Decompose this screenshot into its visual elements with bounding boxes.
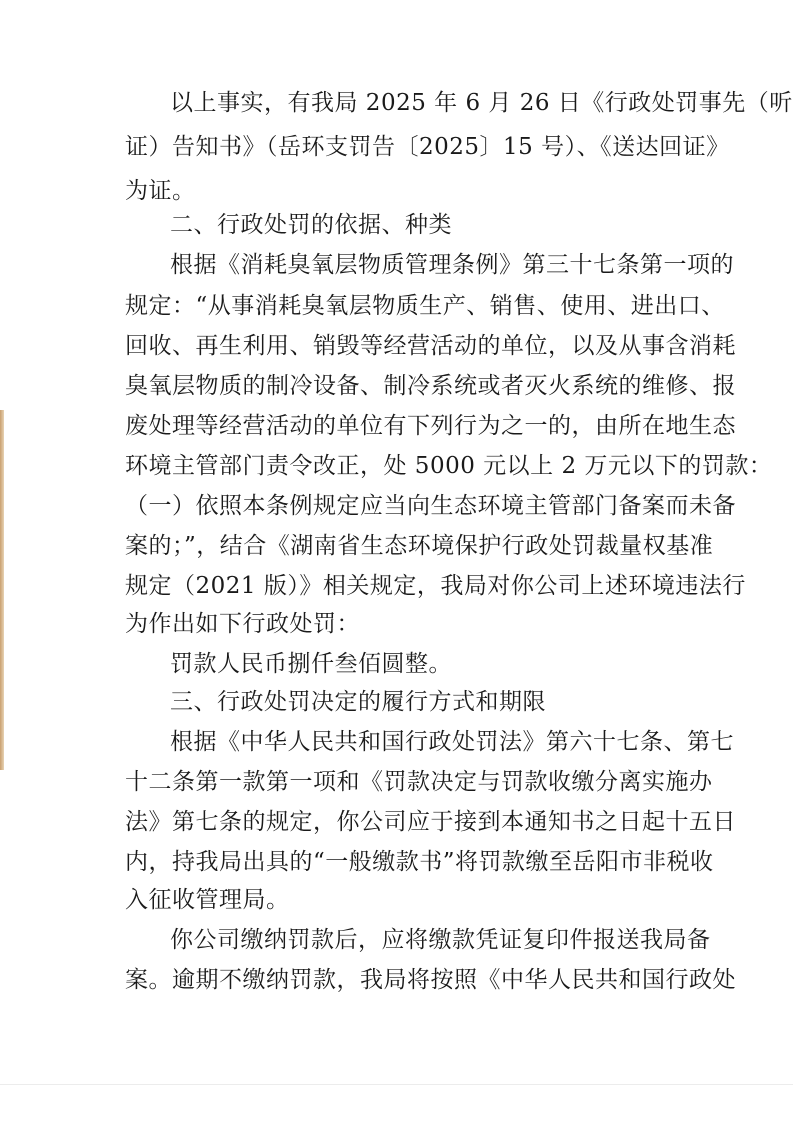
text-line: 内，持我局出具的“一般缴款书”将罚款缴至岳阳市非税收 bbox=[125, 849, 714, 875]
text-line: （一）依照本条例规定应当向生态环境主管部门备案而未备 bbox=[125, 493, 736, 519]
text-line: 臭氧层物质的制冷设备、制冷系统或者灭火系统的维修、报 bbox=[125, 373, 736, 399]
text-line: 为作出如下行政处罚： bbox=[125, 611, 360, 637]
penalty-amount: 罚款人民币捌仟叁佰圆整。 bbox=[170, 651, 452, 677]
text-line: 根据《消耗臭氧层物质管理条例》第三十七条第一项的 bbox=[170, 252, 734, 278]
text-line: 证）告知书》（岳环支罚告〔2025〕15 号）、《送达回证》 bbox=[125, 134, 730, 160]
text-line: 规定（2021 版）》相关规定，我局对你公司上述环境违法行 bbox=[125, 573, 746, 599]
text-line: 为证。 bbox=[125, 178, 196, 204]
text-line: 环境主管部门责令改正，处 5000 元以上 2 万元以下的罚款： bbox=[125, 453, 773, 479]
page-bottom-divider bbox=[0, 1084, 793, 1085]
text-line: 废处理等经营活动的单位有下列行为之一的，由所在地生态 bbox=[125, 413, 736, 439]
text-line: 案的；”，结合《湖南省生态环境保护行政处罚裁量权基准 bbox=[125, 533, 714, 559]
section-heading: 三、行政处罚决定的履行方式和期限 bbox=[170, 689, 546, 715]
text-line: 根据《中华人民共和国行政处罚法》第六十七条、第七 bbox=[170, 729, 734, 755]
text-line: 你公司缴纳罚款后，应将缴款凭证复印件报送我局备 bbox=[170, 927, 711, 953]
text-line: 回收、再生利用、销毁等经营活动的单位，以及从事含消耗 bbox=[125, 333, 736, 359]
section-heading: 二、行政处罚的依据、种类 bbox=[170, 212, 452, 238]
scan-edge-mark bbox=[0, 410, 4, 770]
text-line: 以上事实，有我局 2025 年 6 月 26 日《行政处罚事先（听 bbox=[170, 90, 793, 116]
text-line: 入征收管理局。 bbox=[125, 887, 290, 913]
text-line: 规定：“从事消耗臭氧层物质生产、销售、使用、进出口、 bbox=[125, 293, 725, 319]
text-line: 十二条第一款第一项和《罚款决定与罚款收缴分离实施办 bbox=[125, 769, 713, 795]
text-line: 法》第七条的规定，你公司应于接到本通知书之日起十五日 bbox=[125, 809, 736, 835]
text-line: 案。逾期不缴纳罚款，我局将按照《中华人民共和国行政处 bbox=[125, 967, 736, 993]
